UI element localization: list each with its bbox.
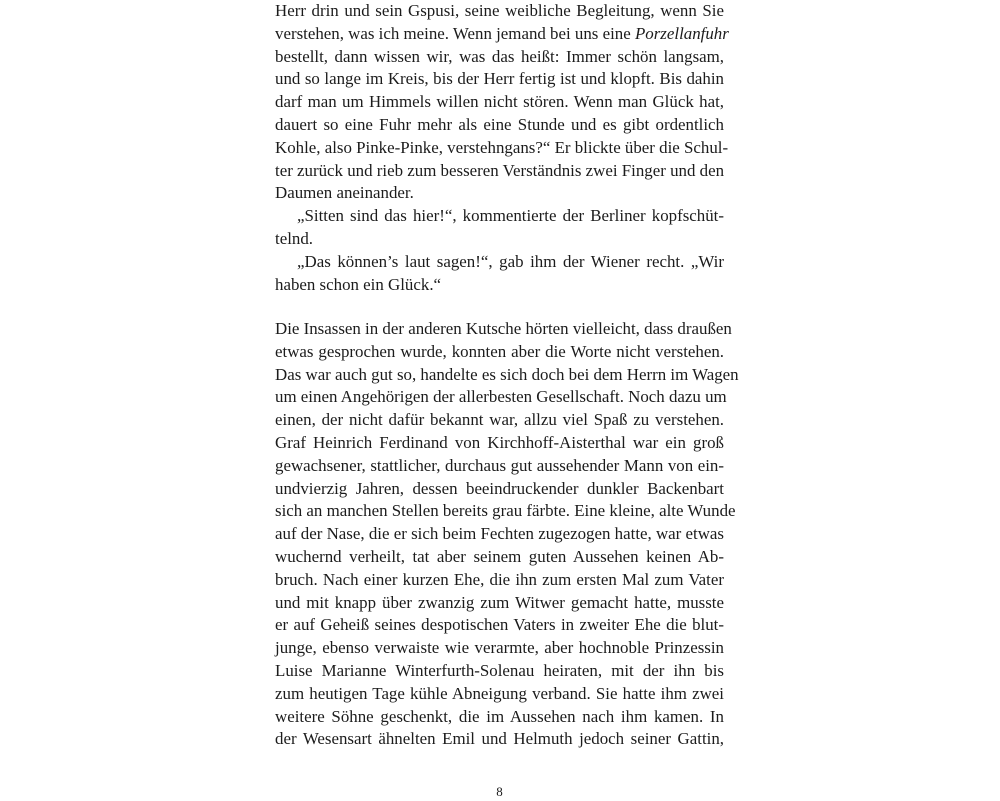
text-line: Graf Heinrich Ferdinand von Kirchhoff-Aisterthal war ein groß [275, 432, 724, 452]
text-line: bestellt, dann wissen wir, was das heißt: Immer schön langsam, [275, 46, 724, 66]
text-line: „Sitten sind das hier!“, kommentierte der Berliner kopfschüt- [297, 206, 724, 226]
text-section-dialogue [275, 0, 729, 296]
text-line: sich an manchen Stellen bereits grau färbte. Eine kleine, alte Wunde [275, 501, 736, 521]
text-line: ter zurück und rieb zum besseren Verständnis zwei Finger und den [275, 160, 725, 180]
text-line: um einen Angehörigen der allerbesten Gesellschaft. Noch dazu um [275, 387, 727, 407]
text-line: wuchernd verheilt, tat aber seinem guten Aussehen keinen Ab- [275, 546, 724, 566]
text-line: einen, der nicht dafür bekannt war, allzu viel Spaß zu verstehen. [275, 410, 724, 430]
text-line: der Wesensart ähnelten Emil und Helmuth jedoch seiner Gattin, [275, 729, 724, 749]
text-line: verstehen, was ich meine. Wenn jemand bei uns eine Porzellanfuhr [275, 23, 729, 43]
text-line: junge, ebenso verwaiste wie verarmte, aber hochnoble Prinzessin [275, 638, 724, 658]
text-line: Daumen aneinander. [275, 183, 414, 203]
text-line: etwas gesprochen wurde, konnten aber die Worte nicht verstehen. [275, 341, 724, 361]
text-line: zum heutigen Tage kühle Abneigung verband. Sie hatte ihm zwei [275, 683, 724, 703]
text-line: auf der Nase, die er sich beim Fechten zugezogen hatte, war etwas [275, 524, 724, 544]
page-number: 8 [496, 784, 503, 799]
text-line: er auf Geheiß seines despotischen Vaters in zweiter Ehe die blut- [275, 615, 724, 635]
text-line: dauert so eine Fuhr mehr als eine Stunde und es gibt ordentlich [275, 114, 724, 134]
text-line: und mit knapp über zwanzig zum Witwer gemacht hatte, musste [275, 592, 724, 612]
text-line: gewachsener, stattlicher, durchaus gut aussehender Mann von ein- [275, 455, 724, 475]
text-line: Die Insassen in der anderen Kutsche hörten vielleicht, dass draußen [275, 319, 732, 338]
book-page [275, 0, 739, 800]
text-line: weitere Söhne geschenkt, die im Aussehen nach ihm kamen. In [275, 706, 724, 726]
text-line: bruch. Nach einer kurzen Ehe, die ihn zum ersten Mal zum Vater [275, 569, 724, 589]
text-line: telnd. [275, 228, 313, 248]
text-section-narrative [275, 318, 739, 751]
text-line: undvierzig Jahren, dessen beeindruckender dunkler Backenbart [275, 478, 724, 498]
text-line: „Das können’s laut sagen!“, gab ihm der Wiener recht. „Wir [297, 251, 724, 271]
text-line: Das war auch gut so, handelte es sich doch bei dem Herrn im Wagen [275, 364, 739, 384]
text-line: und so lange im Kreis, bis der Herr fertig ist und klopft. Bis dahin [275, 69, 724, 89]
text-line: darf man um Himmels willen nicht stören. Wenn man Glück hat, [275, 92, 724, 112]
text-line: Luise Marianne Winterfurth-Solenau heiraten, mit der ihn bis [275, 660, 724, 680]
text-line: Kohle, also Pinke-Pinke, verstehngans?“ Er blickte über die Schul- [275, 137, 729, 157]
text-line: haben schon ein Glück.“ [275, 274, 442, 294]
text-line: Herr drin und sein Gspusi, seine weibliche Begleitung, wenn Sie [275, 1, 724, 20]
